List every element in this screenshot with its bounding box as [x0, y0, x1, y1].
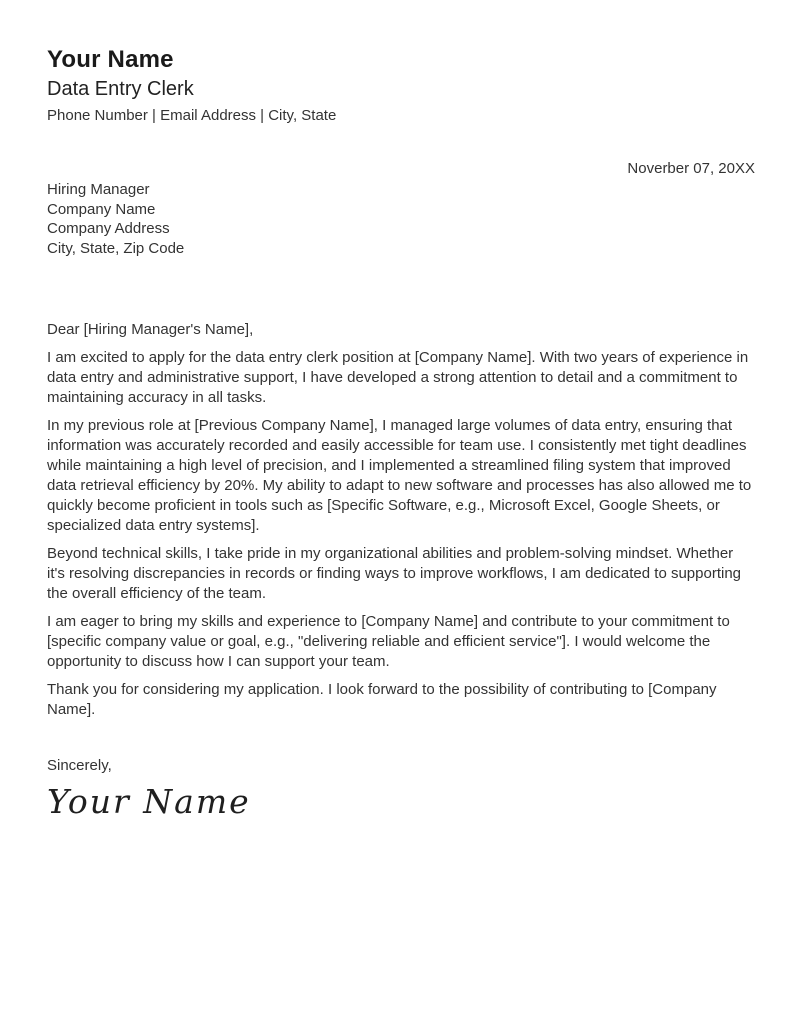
recipient-line-company-address: Company Address [47, 220, 170, 237]
closing-salutation: Sincerely, [47, 757, 112, 774]
body-paragraph-5: Thank you for considering my application. I look forward to the possibility of contributing to [Company Name]. [47, 681, 717, 718]
body-paragraph-2: In my previous role at [Previous Company Name], I managed large volumes of data entry, ensuring that information was accurately recorded and easily accessible for team use. I consistently met tight deadlines while maintaining a high level of precision, and I implemented a streamlined filing system that improved data retrieval efficiency by 20%. My ability to adapt to new software and processes has also allowed me to quickly become proficient in tools such as [Specific Software, e.g., Microsoft Excel, Google Sheets, or specialized data entry systems]. [47, 417, 752, 534]
signature-script: Your Name [47, 782, 251, 821]
letter-header [47, 46, 755, 125]
recipient-block [47, 180, 755, 258]
letter-body [47, 320, 755, 720]
body-paragraph-3: Beyond technical skills, I take pride in my organizational abilities and problem-solving mindset. Whether it's resolving discrepancies in records or finding ways to improve workflows, I am dedicated to supporting the overall efficiency of the team. [47, 545, 742, 602]
sender-name: Your Name [47, 46, 174, 73]
recipient-line-company-name: Company Name [47, 200, 156, 218]
salutation: Dear [Hiring Manager's Name], [47, 321, 254, 338]
body-paragraph-4: I am eager to bring my skills and experience to [Company Name] and contribute to your commitment to [specific company value or goal, e.g., "delivering reliable and efficient service"]. I would welcome the opportunity to discuss how I can support your team. [47, 613, 730, 670]
body-paragraph-1: I am excited to apply for the data entry clerk position at [Company Name]. With two years of experience in data entry and administrative support, I have developed a strong attention to detail and a commitment to maintaining accuracy in all tasks. [47, 349, 749, 406]
recipient-line-city-state-zip: City, State, Zip Code [47, 239, 185, 257]
sender-contact-line: Phone Number | Email Address | City, State [47, 107, 337, 124]
sender-job-title: Data Entry Clerk [47, 78, 194, 100]
recipient-line-hiring-manager: Hiring Manager [47, 181, 150, 198]
letter-date: Noverber 07, 20XX [627, 160, 755, 177]
